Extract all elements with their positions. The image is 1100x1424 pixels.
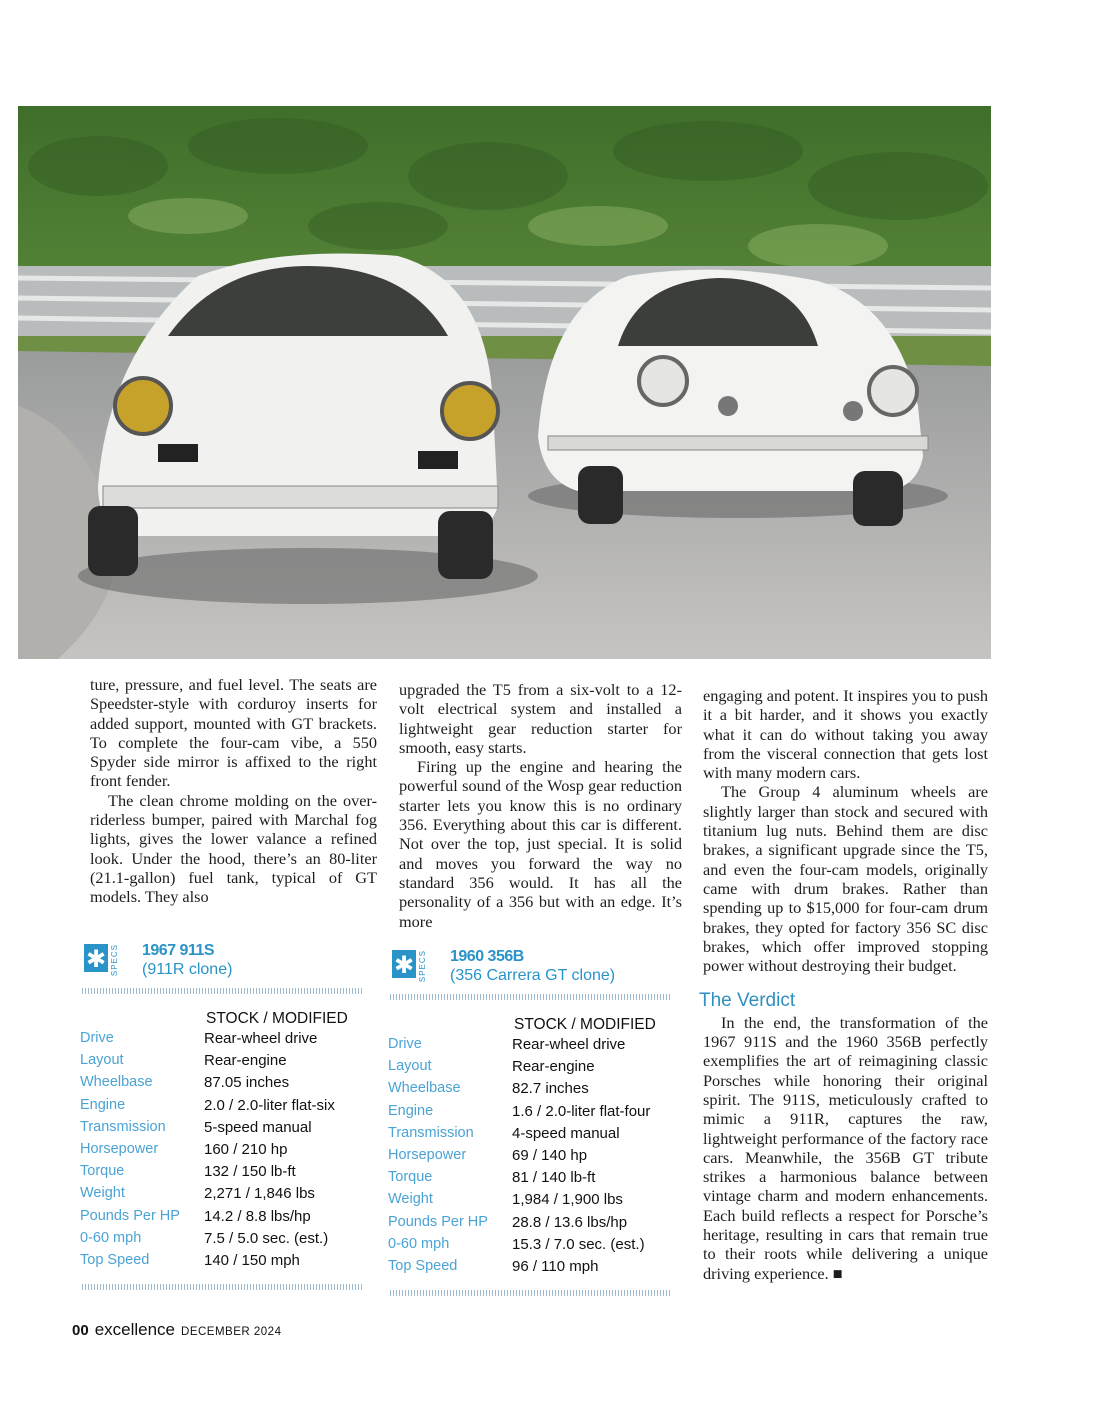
paragraph: engaging and potent. It inspires you to push it a bit harder, and it shows you exactly what it can do without taking you away from the visceral connection that gets lost with many modern cars. [703,686,988,783]
specs-row: Wheelbase 82.7 inches [388,1080,589,1098]
specs-row: 0-60 mph 7.5 / 5.0 sec. (est.) [80,1229,329,1247]
divider [82,1284,362,1290]
paragraph: The Group 4 aluminum wheels are slightly larger than stock and secured with titanium lug nuts. Behind them are disc brakes, a significant upgrade since the T5, and even the four-cam models, originally came with drum brakes. Rather than spending up to $15,000 for four-cam drum brakes, they opted for factory 356 SC disc brakes, which offer improved stopping power without destroying their budget. [703,782,988,976]
specs-row: 0-60 mph 15.3 / 7.0 sec. (est.) [388,1235,645,1253]
specs-row: Torque 132 / 150 lb-ft [80,1163,296,1181]
page-footer [72,1320,281,1340]
specs-row: Top Speed 140 / 150 mph [80,1251,300,1269]
specs-row: Pounds Per HP 14.2 / 8.8 lbs/hp [80,1207,311,1225]
page-number: 00 [72,1322,89,1339]
specs-table [382,1036,672,1280]
section-heading-verdict: The Verdict [699,990,796,1012]
specs-row: Weight 1,984 / 1,900 lbs [388,1191,623,1209]
magazine-name: excellence [94,1320,176,1339]
article-column-1 [90,675,377,907]
specs-tag: SPECS [418,950,427,983]
paragraph: Firing up the engine and hearing the powerful sound of the Wosp gear reduction starter lets you know this is no ordinary 356. Everything about this car is different. Not over the top, just special. It is solid and moves you forward the way no standard 356 would. It has all the personality of a 356 but with an edge. It’s more [399,757,682,931]
specs-row: Wheelbase 87.05 inches [80,1074,290,1092]
divider [82,988,362,994]
specs-row: Transmission 4-speed manual [388,1124,620,1142]
paragraph: upgraded the T5 from a six-volt to a 12-volt electrical system and installed a lightweight gear reduction starter for smooth, easy starts. [399,680,682,757]
specs-column-header: STOCK / MODIFIED [206,1010,348,1027]
paragraph: The clean chrome molding on the over-riderless bumper, paired with Marchal fog lights, gives the lower valance a refined look. Under the hood, there’s an 80-liter (21.1-gallon) fuel tank, typical of GT models. They also [90,790,377,907]
specs-row: Drive Rear-wheel drive [80,1030,318,1047]
specs-title: 1967 911S [142,942,215,959]
article-column-3 [699,686,988,1283]
star-icon: ✱ [393,951,415,979]
specs-tag: SPECS [110,944,119,977]
paragraph: In the end, the transformation of the 1967 911S and the 1960 356B perfectly exemplifies the art of reimagining classic Porsches while honoring their original spirit. The 911S, meticulously crafted to mimic a 911R, captures the raw, lightweight performance of the factory race cars. Meanwhile, the 356B GT tribute strikes a harmonious balance between vintage charm and modern enhancements. Each build reflects a respect for Porsche’s heritage, resulting in cars that remain true to their roots while delivering a unique driving experience. ■ [703,1012,988,1283]
article-column-2 [399,680,682,931]
specs-row: Engine 2.0 / 2.0-liter flat-six [80,1096,335,1114]
specs-column-header: STOCK / MODIFIED [514,1016,656,1033]
issue-date: DECEMBER 2024 [181,1326,282,1338]
hero-photo-porsches-on-track [18,106,991,659]
specs-subtitle: (911R clone) [142,961,233,978]
photo-icon [18,106,991,659]
specs-row: Top Speed 96 / 110 mph [388,1257,599,1275]
specs-title: 1960 356B [450,948,524,965]
specs-row: Drive Rear-wheel drive [388,1036,626,1053]
end-mark-icon: ■ [832,1263,843,1283]
divider [390,994,670,1000]
divider [390,1290,670,1296]
specs-row: Weight 2,271 / 1,846 lbs [80,1185,315,1203]
specs-row: Engine 1.6 / 2.0-liter flat-four [388,1102,651,1120]
specs-row: Torque 81 / 140 lb-ft [388,1169,596,1187]
specs-row: Layout Rear-engine [80,1052,287,1070]
star-icon: ✱ [85,945,107,973]
specs-table [74,1030,364,1274]
specs-row: Horsepower 69 / 140 hp [388,1146,588,1164]
specs-subtitle: (356 Carrera GT clone) [450,967,616,984]
paragraph: ture, pressure, and fuel level. The seats are Speedster-style with corduroy inserts for added support, mounted with GT brackets. To complete the four-cam vibe, a 550 Spyder side mirror is affixed to the right front fender. [90,675,377,791]
specs-row: Horsepower 160 / 210 hp [80,1140,288,1158]
specs-row: Layout Rear-engine [388,1058,595,1076]
specs-row: Pounds Per HP 28.8 / 13.6 lbs/hp [388,1213,628,1231]
specs-row: Transmission 5-speed manual [80,1118,312,1136]
